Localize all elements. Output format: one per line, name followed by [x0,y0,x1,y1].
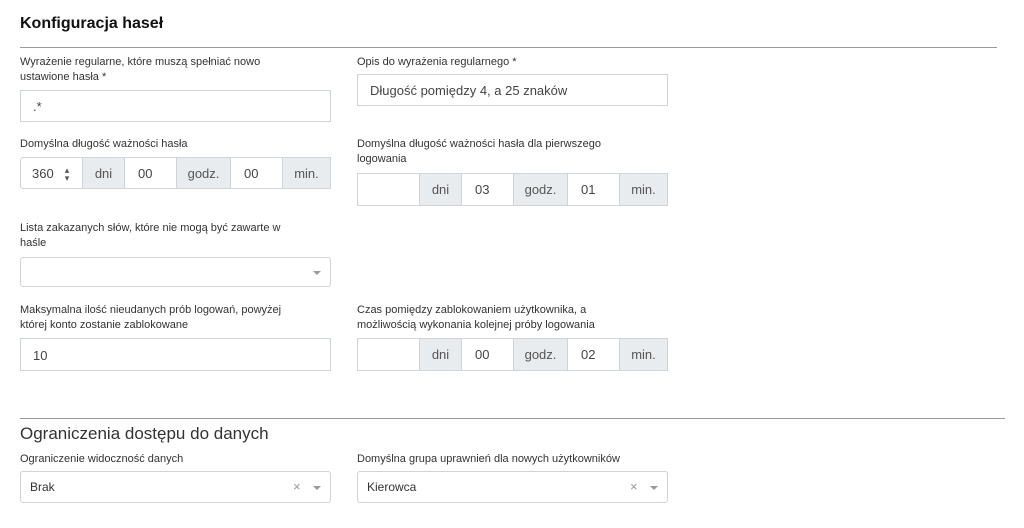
validity-days-value: 360 [32,166,54,181]
first-validity-minutes-input[interactable]: 01 [567,173,619,206]
default-permission-group-select[interactable] [357,471,668,503]
lock-time-group [357,338,668,371]
max-failed-attempts-label-line1: Maksymalna ilość nieudanych prób logowań, powyżej [20,304,282,316]
first-validity-hours-input[interactable]: 03 [461,173,513,206]
chevron-down-icon[interactable] [650,486,658,490]
days-stepper-icon[interactable]: ▴ ▾ [64,165,70,183]
regex-input[interactable] [20,90,331,122]
first-validity-days-input[interactable] [357,173,420,206]
chevron-down-icon[interactable] [313,486,321,490]
section-title-data-access: Ograniczenia dostępu do danych [20,424,269,443]
close-icon[interactable]: × [630,479,638,494]
validity-minutes-unit: min. [282,157,331,189]
max-failed-attempts-value: 10 [33,348,48,363]
lock-minutes-input[interactable]: 02 [567,338,619,371]
section-title-password-config: Konfiguracja haseł [20,15,164,32]
default-permission-group-label: Domyślna grupa uprawnień dla nowych użytkowników [357,453,620,465]
close-icon[interactable]: × [293,479,301,494]
forbidden-words-select[interactable] [20,257,331,287]
first-validity-days-unit: dni [420,173,461,206]
lock-time-label-line2: możliwością wykonania kolejnej próby logowania [357,319,595,331]
max-failed-attempts-input[interactable] [20,338,331,371]
first-login-validity-group [357,173,668,206]
password-validity-label: Domyślna długość ważności hasła [20,138,188,150]
regex-label-line2: ustawione hasła * [20,71,107,83]
validity-hours-input[interactable]: 00 [124,157,176,189]
first-login-validity-label [357,137,657,167]
default-permission-group-value: Kierowca [367,480,417,494]
validity-minutes-input[interactable]: 00 [230,157,282,189]
first-validity-hours-unit: godz. [513,173,567,206]
max-failed-attempts-label-line2: której konto zostanie zablokowane [20,319,189,331]
lock-time-label-line1: Czas pomiędzy zablokowaniem użytkownika, a [357,304,587,316]
chevron-down-icon[interactable] [313,271,321,275]
data-visibility-value: Brak [30,480,55,494]
regex-description-value: Długość pomiędzy 4, a 25 znaków [370,83,568,98]
lock-days-input[interactable] [357,338,420,371]
regex-description-label: Opis do wyrażenia regularnego * [357,56,517,68]
password-validity-group [20,157,331,189]
first-login-validity-label-line1: Domyślna długość ważności hasła dla pierwszego [357,138,601,150]
lock-hours-input[interactable]: 00 [461,338,513,371]
data-visibility-label: Ograniczenie widoczność danych [20,453,184,465]
validity-hours-unit: godz. [176,157,230,189]
max-failed-attempts-label [20,303,330,333]
lock-time-label [357,303,657,333]
regex-label [20,55,320,85]
regex-label-line1: Wyrażenie regularne, które muszą spełniać nowo [20,56,261,68]
lock-hours-unit: godz. [513,338,567,371]
first-validity-minutes-unit: min. [619,173,668,206]
validity-days-input[interactable] [20,157,83,189]
forbidden-words-label [20,221,330,251]
data-visibility-select[interactable] [20,471,331,503]
first-login-validity-label-line2: logowania [357,153,407,165]
section-divider [20,47,997,48]
lock-days-unit: dni [420,338,461,371]
regex-description-input[interactable] [357,74,668,106]
forbidden-words-label-line1: Lista zakazanych słów, które nie mogą być zawarte w [20,222,281,234]
section-divider-access [20,418,1005,419]
validity-days-unit: dni [83,157,124,189]
forbidden-words-label-line2: haśle [20,237,47,249]
regex-input-value: .* [33,99,42,114]
lock-minutes-unit: min. [619,338,668,371]
